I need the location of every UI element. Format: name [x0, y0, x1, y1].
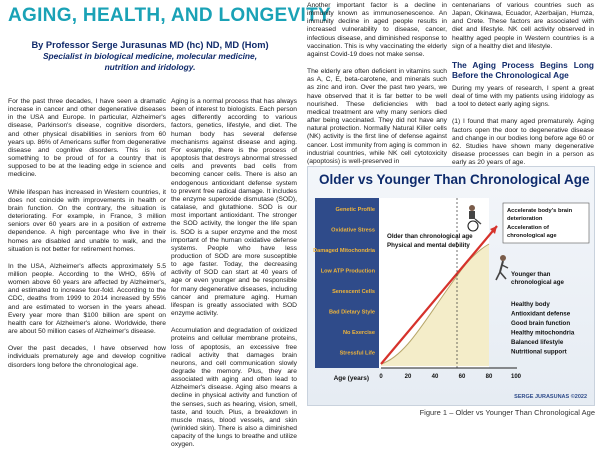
accelerated-text-4: chronological age [507, 233, 557, 239]
accelerated-text-3: Acceleration of [507, 225, 549, 231]
paragraph: (1) I found that many aged prematurely. Aging factors open the door to degenerative disease and change in our bodies long before age 60 or 62. Studies have shown many degenerative disease processes can begin in a person as early as 20 years of age. [452, 118, 594, 167]
factor-item: No Exercise [342, 330, 375, 336]
article-title: AGING, HEALTH, AND LONGEVITY [8, 5, 331, 26]
factor-panel [315, 198, 379, 368]
younger-label-2: chronological age [511, 279, 564, 286]
factor-item: Oxidative Stress [331, 227, 375, 234]
older-label-2: Physical and mental debility [387, 242, 470, 249]
accelerated-text-1: Accelerate body's brain [507, 208, 573, 214]
figure-aging-chart [307, 166, 595, 406]
x-tick-label: 100 [510, 374, 522, 380]
factor-item: Senescent Cells [332, 289, 375, 295]
x-tick-label: 80 [485, 374, 493, 380]
factor-item: Bad Dietary Style [328, 309, 375, 316]
paragraph: Over the past decades, I have observed how individuals prematurely age and develop cognitive disorders long before the chronological age. [8, 345, 166, 369]
accelerated-text-2: deterioration [507, 216, 543, 222]
byline [8, 40, 292, 73]
figure-credit: SERGE JURASUNAS ©2022 [514, 394, 587, 400]
paragraph: Accumulation and degradation of oxidized proteins and cellular membrane proteins, loss of apoptosis, an excessive free radical activity that damages brain neurons, and cell communication slowly degrade the memory. Plus, they are associated with aging and often lead to Alzheimer's disease. Aging also means a decline in physical activity and function of the senses, such as hearing, vision, smell, taste, and touch. Plus, a breakdown in muscle mass, blood vessels, and skin (wrinkled skin). There is also a diminished capacity of the lungs to breathe and utilize oxygen. [171, 327, 297, 449]
factor-item: Damaged Mitochondria [313, 248, 375, 254]
specialty-line-1: Specialist in biological medicine, molecular medicine, [42, 51, 258, 61]
benefit-item: Nutritional support [511, 348, 567, 356]
benefit-list [511, 301, 575, 356]
benefit-item: Good brain function [511, 320, 571, 327]
paragraph: While lifespan has increased in Western countries, it does not coincide with improvements in health or brain function. On the contrary, the situation is deteriorating. For example, in France, 3 million seniors over 60 years are in a position of extreme dependence. A high percentage who live in their homes are disabled and unable to walk, and the situation is not better for retirement homes. [8, 188, 166, 253]
figure-caption: Figure 1 – Older vs Younger Than Chronological Age [419, 408, 595, 417]
paragraph: Aging is a normal process that has always been of interest to biologists. Each person ages differently according to various factors, genetics, lifestyle, and diet. The human body has several defense mechanisms against disease and aging. For example, there is the process of apoptosis that destroys abnormal stressed cells and prevents bad cells from becoming cancer cells. There is also an endogenous antioxidant defense system to prevent free radical damage. It includes the enzyme superoxide dismutase (SOD), catalase, and glutathione. SOD is our most important antioxidant. The stronger the SOD activity, the longer the life span is. SOD is a super enzyme and the most important of the human oxidative defense systems. People who have less production of SOD are more susceptible to age faster. Today, the decreasing activity of SOD can start at 40 years of age or even younger and be responsible for many degenerative diseases, including cancer and premature aging. Human lifespan is greatly associated with SOD enzyme activity. [171, 98, 297, 318]
text-column-2 [171, 98, 297, 459]
author-line: By Professor Serge Jurasunas MD (hc) ND, MD (Hom) [31, 40, 269, 50]
factor-item: Stressful Life [339, 350, 375, 357]
younger-label-1: Younger than [511, 271, 551, 278]
specialty-line-2: nutrition and iridology. [104, 62, 196, 72]
paragraph: For the past three decades, I have seen a dramatic increase in cancer and other degenerative diseases in the USA and Europe. In particular, Alzheimer's disease, Parkinson's disease, cognitive disorders, and other physical disabilities in seniors from 60 years up. 86% of Americans suffer from degenerative disease and cognitive disorders. This is not something to be proud of for a country that is supposed to be at the leading edge in science and medicine. [8, 98, 166, 179]
figure-graphic [307, 166, 595, 406]
text-column-3 [307, 2, 447, 175]
x-axis-label: Age (years) [333, 375, 369, 382]
benefit-item: Healthy mitochondria [511, 329, 575, 337]
section-heading: The Aging Process Begins Long Before the Chronological Age [452, 59, 594, 80]
figure-title: Older vs Younger Than Chronological Age [319, 172, 590, 187]
x-tick-label: 20 [404, 374, 412, 380]
paragraph: Another important factor is a decline in immunity known as immunosenescence. An immunity decline in aged people results in increased vulnerability to disease, cancer, infectious disease, and diminished response to vaccination. This is why vaccinating the elderly against Covid-19 does not make sense. [307, 2, 447, 58]
x-tick-label: 40 [431, 374, 439, 380]
benefit-item: Antioxidant defense [511, 310, 571, 318]
running-person-icon [496, 255, 508, 280]
x-ticks [379, 374, 521, 380]
paragraph: The elderly are often deficient in vitamins such as A, C, E, beta-carotene, and minerals such as zinc and iron. Over the past two years, we have observed that it is far better to be well nourished. These deficiencies with bad medical treatment are why many seniors died after being vaccinated. They did not have any natural protection. Normally Natural Killer cells (NK) activity is the first line of defense against cancer. Lost immunity from aging is common in industrial countries, while NK cell cytotoxicity (apoptosis) is well-preserved in [307, 68, 447, 165]
text-column-1 [8, 98, 166, 379]
x-tick-label: 0 [379, 374, 383, 380]
benefit-item: Balanced lifestyle [511, 339, 564, 346]
paragraph: During my years of research, I spent a great deal of time with my patients using iridology as a tool to detect early aging signs. [452, 84, 594, 109]
paragraph: In the USA, Alzheimer's affects approximately 5.5 million people. According to the WHO, 65% of women above 60 years are affected by Alzheimer's, and estimated to increase four-fold. According to the CDC, deaths from 1999 to 2014 increased by 55% and are estimated to worsen in the years ahead. Every year more than $100 billion are spent on health care for Alzheimer's alone. Worldwide, there are about 50 million cases of Alzheimer's disease. [8, 262, 166, 336]
x-tick-label: 60 [458, 374, 466, 380]
factor-item: Low ATP Production [320, 268, 375, 275]
older-label-1: Older than chronological age [387, 233, 473, 240]
benefit-item: Healthy body [511, 301, 550, 308]
text-column-4 [452, 2, 594, 176]
specialty-line [8, 51, 292, 73]
factor-item: Genetic Profile [335, 207, 375, 213]
paragraph: centenarians of various countries such as Japan, Okinawa, Ecuador, Azerbaijan, Humza, and Crete. These factors are associated with diet and lifestyle. NK cell activity observed in healthy aged people in Western countries is a sign of a healthy diet and lifestyle. [452, 2, 594, 50]
